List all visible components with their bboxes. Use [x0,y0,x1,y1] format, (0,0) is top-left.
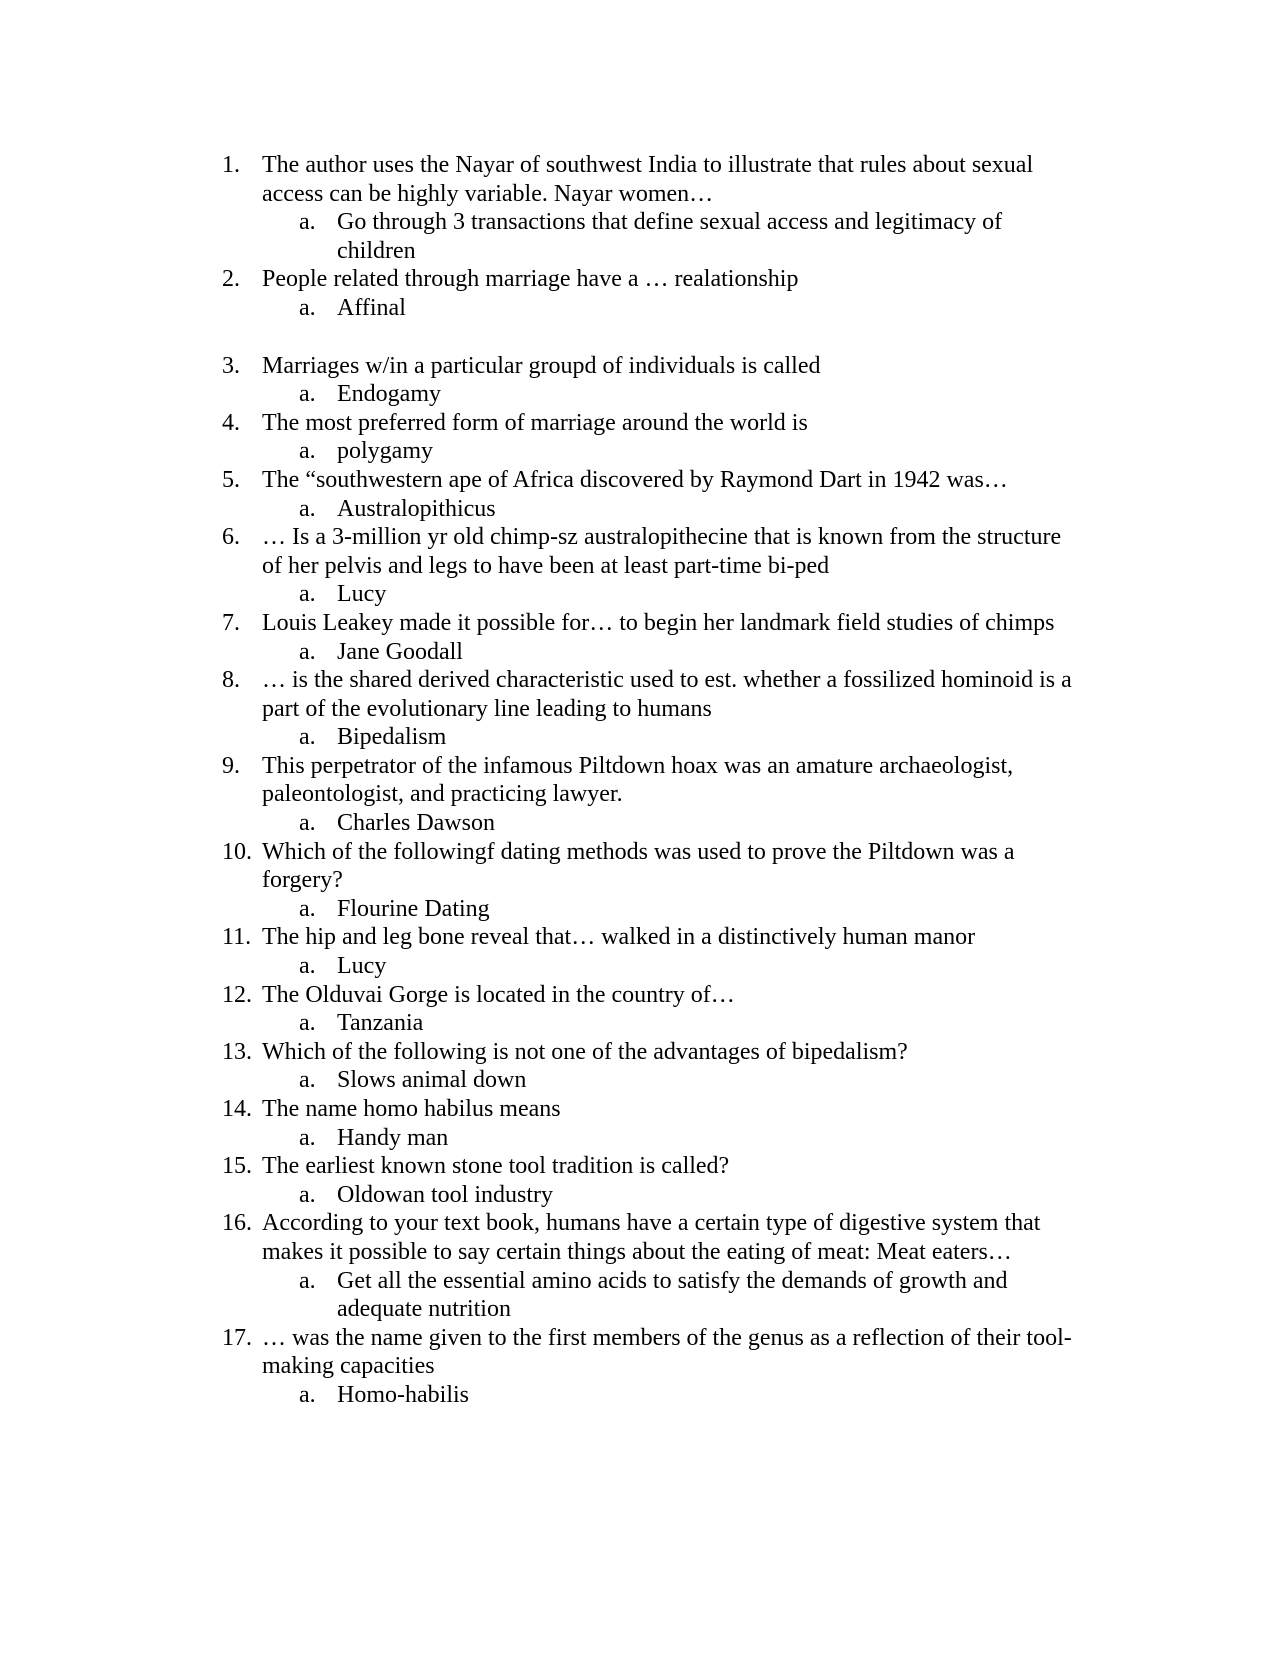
answer-letter: a. [299,438,316,465]
question-text: This perpetrator of the infamous Piltdown hoax was an amature archaeologist, paleontologist, and practicing lawyer. [262,752,1014,808]
answer-letter: a. [299,724,316,751]
answer-item [222,1124,1072,1153]
question-text: People related through marriage have a … realationship [262,266,799,293]
question-number: 2. [222,266,240,293]
question-text: … is the shared derived characteristic used to est. whether a fossilized hominoid is a part of the evolutionary line leading to humans [262,667,1072,722]
answer-text: Jane Goodall [337,638,463,665]
answer-text: Oldowan tool industry [337,1181,553,1208]
question-number: 17. [222,1324,252,1351]
question-number: 7. [222,609,240,636]
answer-text: Go through 3 transactions that define sexual access and legitimacy of children [337,209,1003,264]
answer-text: Tanzania [337,1010,424,1037]
question-item [222,923,1072,952]
answer-text: Bipedalism [337,724,447,751]
question-number: 14. [222,1096,252,1122]
question-number: 5. [222,466,240,493]
answer-item [222,1009,1072,1038]
question-item [222,1152,1072,1181]
question-text: The hip and leg bone reveal that… walked in a distinctively human manor [262,924,976,951]
question-number: 3. [222,352,240,379]
answer-item [222,723,1072,752]
answer-letter: a. [299,581,316,608]
answer-text: Homo-habilis [337,1381,469,1408]
question-item [222,151,1072,208]
question-item [222,352,1072,381]
question-text: … Is a 3-million yr old chimp-sz australopithecine that is known from the structure of her pelvis and legs to have been at least part-time bi-ped [262,524,1062,579]
question-text: The earliest known stone tool tradition is called? [262,1153,730,1180]
question-number: 4. [222,409,240,436]
answer-text: Lucy [337,953,387,980]
answer-item [222,895,1072,924]
question-item [222,981,1072,1010]
question-text: The “southwestern ape of Africa discovered by Raymond Dart in 1942 was… [262,466,1008,493]
answer-item [222,1066,1072,1095]
answer-text: Handy man [337,1124,449,1151]
question-number: 8. [222,667,240,694]
question-number: 16. [222,1210,252,1237]
blank-line [222,323,1072,352]
answer-text: Flourine Dating [337,895,490,922]
question-item [222,523,1072,580]
answer-text: Get all the essential amino acids to satisfy the demands of growth and adequate nutrition [337,1267,1008,1323]
question-text: Which of the following is not one of the advantages of bipedalism? [262,1038,908,1065]
answer-item [222,1181,1072,1210]
question-item [222,265,1072,294]
answer-letter: a. [299,810,316,837]
answer-letter: a. [299,209,316,236]
question-text: … was the name given to the first members of the genus as a reflection of their tool-making capacities [262,1324,1072,1380]
answer-text: Australopithicus [337,495,496,522]
answer-letter: a. [299,294,316,321]
answer-letter: a. [299,1010,316,1037]
question-text: The name homo habilus means [262,1096,561,1122]
answer-item [222,380,1072,409]
question-number: 12. [222,981,252,1008]
answer-item [222,208,1072,265]
question-number: 10. [222,838,252,865]
question-item [222,666,1072,723]
answer-item [222,1267,1072,1324]
question-number: 9. [222,752,240,779]
question-item [222,609,1072,638]
answer-letter: a. [299,1067,316,1094]
question-item [222,1038,1072,1067]
answer-letter: a. [299,1124,316,1151]
answer-letter: a. [299,381,316,408]
answer-text: Charles Dawson [337,810,495,837]
answer-letter: a. [299,495,316,522]
question-item [222,1095,1072,1124]
answer-item [222,809,1072,838]
question-item [222,838,1072,895]
question-number: 13. [222,1038,252,1065]
answer-letter: a. [299,953,316,980]
answer-text: polygamy [337,438,433,465]
answer-item [222,437,1072,466]
question-number: 11. [222,924,252,951]
answer-text: Slows animal down [337,1067,527,1094]
question-text: The Olduvai Gorge is located in the country of… [262,981,735,1008]
answer-letter: a. [299,638,316,665]
question-text: Marriages w/in a particular groupd of individuals is called [262,352,821,379]
question-text: Which of the followingf dating methods was used to prove the Piltdown was a forgery? [262,838,1015,894]
answer-item [222,580,1072,609]
answer-letter: a. [299,1181,316,1208]
question-number: 15. [222,1153,252,1180]
question-item [222,466,1072,495]
question-item [222,409,1072,438]
question-number: 1. [222,152,240,178]
answer-item [222,294,1072,323]
question-number: 6. [222,524,240,551]
question-item [222,752,1072,809]
answer-text: Lucy [337,581,387,608]
question-text: According to your text book, humans have a certain type of digestive system that makes it possible to say certain things about the eating of meat: Meat eaters… [262,1210,1041,1265]
question-list [222,151,1072,1410]
answer-item [222,1381,1072,1410]
answer-item [222,495,1072,524]
answer-text: Affinal [337,294,406,321]
answer-text: Endogamy [337,381,441,408]
question-text: The most preferred form of marriage around the world is [262,409,808,436]
answer-item [222,638,1072,667]
question-item [222,1209,1072,1266]
answer-letter: a. [299,1267,316,1294]
answer-letter: a. [299,895,316,922]
question-item [222,1324,1072,1381]
question-text: The author uses the Nayar of southwest India to illustrate that rules about sexual access can be highly variable. Nayar women… [262,152,1034,207]
question-text: Louis Leakey made it possible for… to begin her landmark field studies of chimps [262,609,1055,636]
answer-item [222,952,1072,981]
answer-letter: a. [299,1381,316,1408]
